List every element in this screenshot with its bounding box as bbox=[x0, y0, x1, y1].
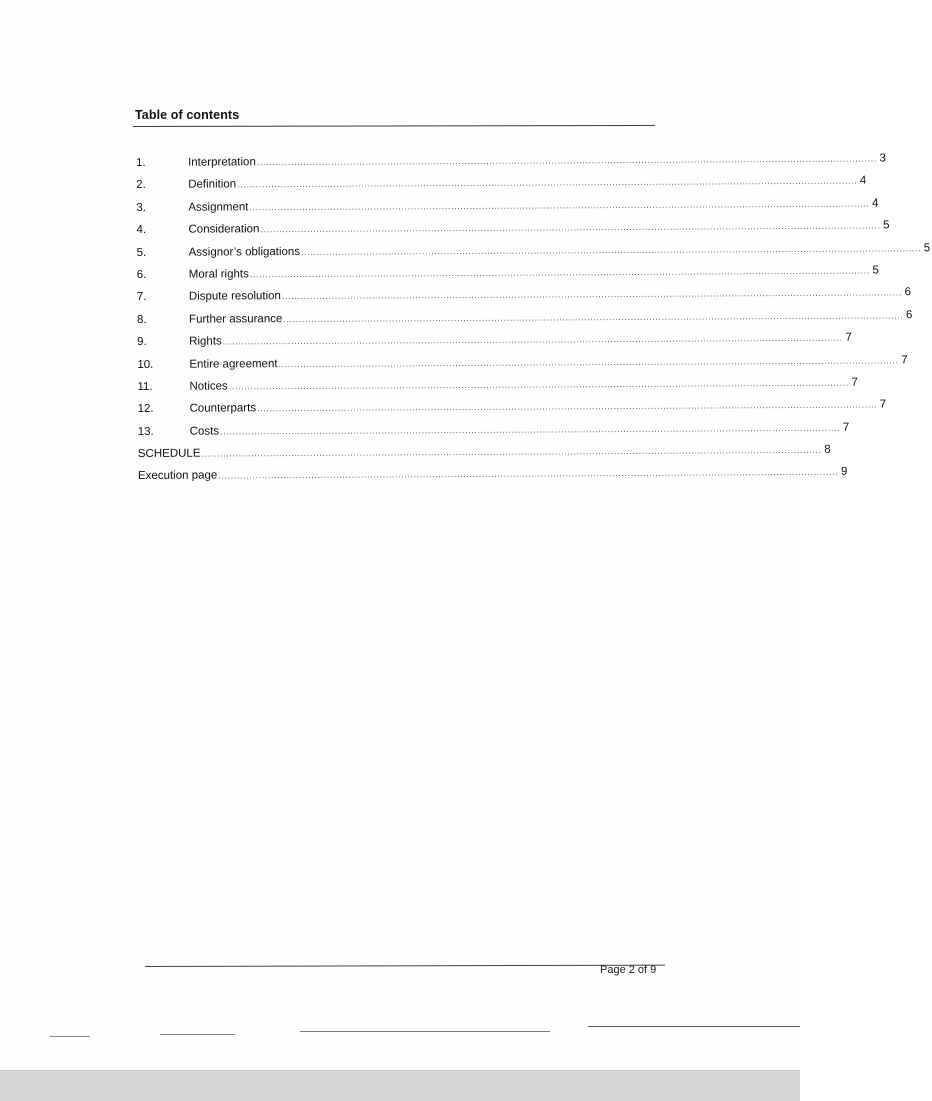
toc-entry-page: 7 bbox=[845, 331, 852, 344]
dot-leader: ........................................................................................................................................................................................................ bbox=[237, 175, 858, 190]
dot-leader: ........................................................................................................................................................................................................ bbox=[281, 287, 903, 302]
dot-leader: ........................................................................................................................................................................................................ bbox=[249, 265, 870, 280]
scan-artifact-line bbox=[160, 1034, 235, 1035]
toc-entry-page: 9 bbox=[840, 466, 848, 479]
toc-entry-page: 6 bbox=[904, 286, 912, 299]
toc-entry[interactable] bbox=[136, 238, 931, 264]
toc-entry-number: 6. bbox=[136, 268, 147, 281]
toc-entry-label: Assignor’s obligations bbox=[188, 245, 301, 259]
toc-entry[interactable] bbox=[136, 149, 886, 175]
toc-entry-label: Definition bbox=[188, 178, 237, 192]
dot-leader: ........................................................................................................................................................................................................ bbox=[228, 377, 849, 392]
dot-leader: ........................................................................................................................................................................................................ bbox=[249, 198, 870, 213]
toc-entry-label: Rights bbox=[189, 335, 222, 348]
toc-list bbox=[136, 149, 931, 488]
toc-entry-number: 3. bbox=[136, 201, 146, 214]
dot-leader: ........................................................................................................................................................................................................ bbox=[260, 220, 881, 235]
title-underline bbox=[133, 125, 655, 127]
scan-artifact-line bbox=[300, 1031, 550, 1032]
toc-entry-label: Assignment bbox=[188, 201, 249, 214]
toc-entry-label: SCHEDULE bbox=[137, 447, 201, 461]
page-number: Page 2 of 9 bbox=[600, 964, 657, 976]
toc-entry-number: 4. bbox=[136, 224, 147, 237]
scan-artifact-line bbox=[50, 1036, 90, 1037]
toc-entry-page: 5 bbox=[872, 264, 879, 277]
toc-entry-label: Consideration bbox=[188, 223, 260, 236]
toc-entry-label: Further assurance bbox=[188, 312, 283, 326]
toc-entry-page: 7 bbox=[851, 376, 858, 389]
toc-entry[interactable] bbox=[136, 216, 890, 242]
toc-entry-label: Costs bbox=[189, 425, 220, 438]
toc-entry-label: Dispute resolution bbox=[188, 290, 281, 304]
toc-entry-number: 11. bbox=[137, 380, 153, 393]
toc-entry-label: Notices bbox=[189, 380, 228, 393]
toc-entry-number: 5. bbox=[136, 246, 147, 259]
toc-entry-label: Counterparts bbox=[189, 402, 257, 415]
dot-leader: ........................................................................................................................................................................................................ bbox=[256, 153, 877, 168]
toc-entry-number: 9. bbox=[137, 336, 147, 349]
dot-leader: ........................................................................................................................................................................................................ bbox=[201, 444, 822, 459]
toc-entry[interactable] bbox=[136, 261, 879, 287]
dot-leader: ........................................................................................................................................................................................................ bbox=[218, 467, 839, 481]
toc-entry[interactable] bbox=[136, 194, 879, 220]
dot-leader: ........................................................................................................................................................................................................ bbox=[222, 332, 843, 347]
toc-entry-label: Execution page bbox=[137, 469, 218, 483]
toc-entry[interactable] bbox=[137, 350, 908, 376]
toc-entry-page: 4 bbox=[859, 174, 867, 187]
toc-entry-number: 2. bbox=[136, 179, 146, 192]
toc-entry-page: 6 bbox=[906, 308, 913, 322]
toc-entry-number: 7. bbox=[136, 291, 147, 304]
toc-entry[interactable] bbox=[136, 283, 912, 309]
scan-artifact-line bbox=[588, 1026, 800, 1027]
dot-leader: ........................................................................................................................................................................................................ bbox=[283, 310, 904, 324]
toc-entry-number: 10. bbox=[137, 358, 154, 371]
toc-entry-page: 4 bbox=[872, 197, 879, 210]
toc-entry-page: 5 bbox=[883, 219, 890, 232]
dot-leader: ........................................................................................................................................................................................................ bbox=[220, 422, 841, 437]
toc-entry-label: Entire agreement bbox=[189, 357, 278, 371]
toc-entry-page: 5 bbox=[923, 241, 931, 254]
scan-bottom-band bbox=[0, 1070, 800, 1101]
toc-entry-page: 7 bbox=[879, 398, 887, 411]
toc-entry-page: 3 bbox=[879, 152, 886, 165]
footer-rule bbox=[145, 965, 665, 967]
toc-entry[interactable] bbox=[137, 328, 852, 354]
toc-entry-number: 1. bbox=[136, 156, 146, 169]
toc-entry-number: 8. bbox=[136, 313, 147, 326]
toc-entry[interactable] bbox=[137, 418, 850, 444]
toc-entry-page: 7 bbox=[901, 353, 908, 366]
toc-entry-label: Interpretation bbox=[188, 156, 256, 169]
toc-entry[interactable] bbox=[136, 171, 867, 197]
toc-entry-page: 7 bbox=[842, 421, 850, 434]
toc-entry-page: 8 bbox=[824, 443, 831, 456]
toc-entry[interactable] bbox=[137, 395, 887, 421]
toc-title: Table of contents bbox=[135, 108, 240, 122]
toc-entry-schedule[interactable] bbox=[137, 440, 831, 466]
toc-entry-number: 12. bbox=[137, 403, 154, 416]
toc-entry-execution-page[interactable] bbox=[137, 462, 848, 488]
toc-entry[interactable] bbox=[137, 373, 858, 399]
toc-entry-label: Moral rights bbox=[188, 268, 249, 281]
toc-entry-number: 13. bbox=[137, 425, 154, 438]
dot-leader: ........................................................................................................................................................................................................ bbox=[301, 242, 922, 257]
dot-leader: ........................................................................................................................................................................................................ bbox=[278, 354, 899, 369]
toc-entry[interactable] bbox=[136, 306, 913, 332]
dot-leader: ........................................................................................................................................................................................................ bbox=[257, 399, 878, 414]
